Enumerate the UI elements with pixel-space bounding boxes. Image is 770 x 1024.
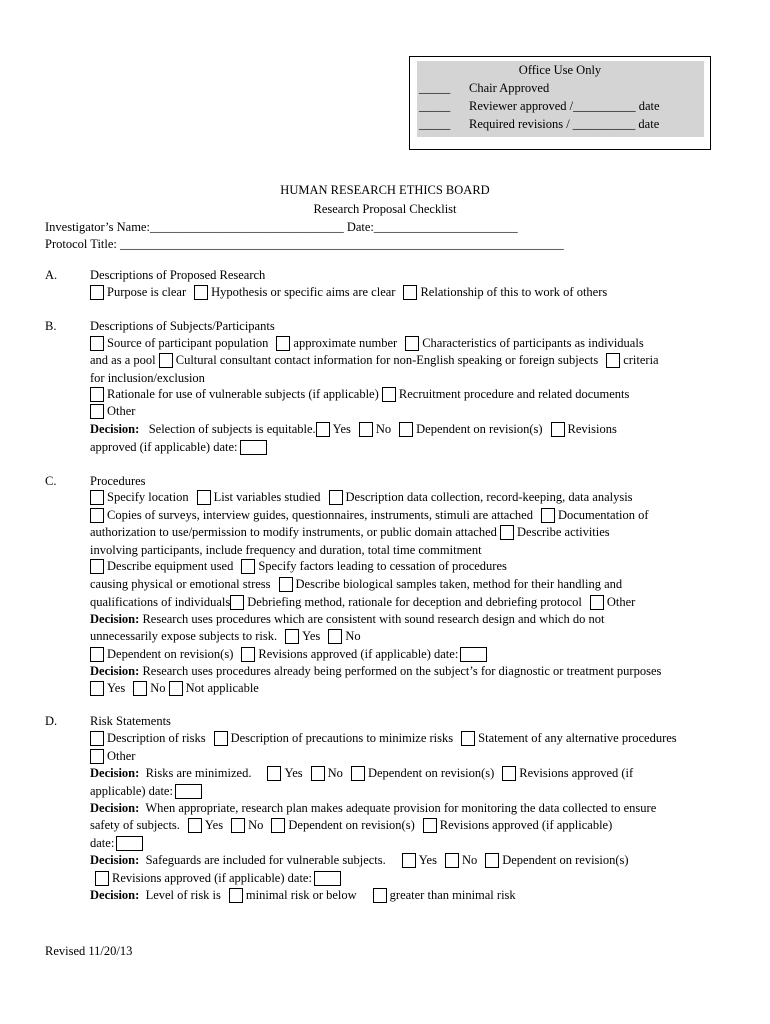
reviewer-approved: Reviewer approved /__________ date [469, 99, 660, 113]
checkbox[interactable] [90, 647, 104, 662]
checkbox[interactable] [399, 422, 413, 437]
checkbox[interactable] [231, 818, 245, 833]
pool-label: and as a pool [90, 353, 156, 367]
section-b-approved [90, 440, 267, 455]
date-input[interactable] [116, 836, 143, 851]
involving-label: involving participants, include frequency and duration, total time commitment [90, 543, 482, 557]
risks-label: Description of risks [107, 731, 206, 745]
activities-label: Describe activities [517, 525, 610, 539]
checkbox[interactable] [311, 766, 325, 781]
dependent-label: Dependent on revision(s) [416, 422, 543, 436]
checkbox[interactable] [197, 490, 211, 505]
date-label: date: [90, 836, 115, 850]
checkbox[interactable] [485, 853, 499, 868]
checkbox[interactable] [90, 749, 104, 764]
yes-label: Yes [332, 422, 351, 436]
yes-label: Yes [107, 681, 126, 695]
office-chair-line [419, 81, 550, 96]
variables-label: List variables studied [213, 490, 321, 504]
page-subtitle: Research Proposal Checklist [313, 202, 457, 216]
checkbox[interactable] [90, 336, 104, 351]
applicable-date-label: applicable) date: [90, 784, 173, 798]
no-label: No [461, 853, 478, 867]
office-revisions-line [419, 117, 660, 132]
yes-label: Yes [418, 853, 437, 867]
datacollection-label: Description data collection, record-keeping, data analysis [345, 490, 633, 504]
causing-label: causing physical or emotional stress [90, 577, 271, 591]
level-label: Level of risk is [145, 888, 221, 902]
alternative-label: Statement of any alternative procedures [478, 731, 677, 745]
checkbox[interactable] [188, 818, 202, 833]
monitoring-label: When appropriate, research plan makes adequate provision for monitoring the data collected to ensure [145, 801, 657, 815]
unnecessarily-label: unnecessarily expose subjects to risk. [90, 629, 278, 643]
section-c-decision1-row3 [90, 647, 487, 662]
minimal-label: minimal risk or below [245, 888, 357, 902]
section-d-letter: D. [45, 714, 58, 728]
no-label: No [248, 818, 264, 832]
section-c-decision2-row2 [90, 681, 259, 696]
equipment-label: Describe equipment used [107, 559, 234, 573]
minimized-label: Risks are minimized. [145, 766, 252, 780]
decision-label: Decision: [90, 612, 140, 626]
checkbox[interactable] [267, 766, 281, 781]
precautions-label: Description of precautions to minimize risks [230, 731, 454, 745]
date-input[interactable] [460, 647, 487, 662]
revised-date: Revised 11/20/13 [45, 944, 133, 958]
source-label: Source of participant population [107, 336, 269, 350]
decision-text: Selection of subjects is equitable. [148, 422, 316, 436]
characteristics-label: Characteristics of participants as individuals [422, 336, 644, 350]
section-d-decision3-row2 [95, 871, 341, 886]
checkbox[interactable] [445, 853, 459, 868]
date-input[interactable] [240, 440, 267, 455]
factors-label: Specify factors leading to cessation of procedures [258, 559, 507, 573]
safeguards-label: Safeguards are included for vulnerable subjects. [145, 853, 386, 867]
purpose-label: Purpose is clear [107, 285, 187, 299]
checkbox[interactable] [461, 731, 475, 746]
checkbox[interactable] [500, 525, 514, 540]
section-d-row2 [90, 749, 135, 764]
other-label: Other [107, 749, 136, 763]
checkbox[interactable] [90, 559, 104, 574]
checkbox[interactable] [285, 629, 299, 644]
checkbox[interactable] [271, 818, 285, 833]
checkbox[interactable] [329, 490, 343, 505]
investigator-field[interactable]: Investigator’s Name:_______________________________ Date:_______________________ [45, 220, 518, 234]
checkbox[interactable] [359, 422, 373, 437]
approx-label: approximate number [293, 336, 398, 350]
checkbox[interactable] [90, 681, 104, 696]
checkbox[interactable] [90, 387, 104, 402]
checkbox[interactable] [90, 285, 104, 300]
checkbox[interactable] [373, 888, 387, 903]
date-input[interactable] [314, 871, 341, 886]
checkbox[interactable] [405, 336, 419, 351]
checkbox[interactable] [90, 731, 104, 746]
yes-label: Yes [302, 629, 321, 643]
approved-date-label: approved (if applicable) date: [90, 440, 238, 454]
other-label: Other [606, 595, 636, 609]
checkbox[interactable] [133, 681, 147, 696]
office-reviewer-line [419, 99, 660, 114]
section-a-letter: A. [45, 268, 58, 282]
section-c-decision1-row2 [90, 629, 361, 644]
section-c-row7 [90, 595, 635, 610]
protocol-title-field[interactable]: Protocol Title: _______________________________________________________________________ [45, 237, 564, 251]
checkbox[interactable] [402, 853, 416, 868]
section-d-decision2 [90, 801, 656, 816]
dependent-label: Dependent on revision(s) [288, 818, 415, 832]
checkbox[interactable] [328, 629, 342, 644]
date-input[interactable] [175, 784, 202, 799]
dependent-label: Dependent on revision(s) [107, 647, 234, 661]
checkbox[interactable] [230, 595, 244, 610]
yes-label: Yes [204, 818, 224, 832]
not-applicable-label: Not applicable [185, 681, 259, 695]
section-a-heading: Descriptions of Proposed Research [90, 268, 266, 282]
revapproved-label: Revisions approved (if applicable) [439, 818, 613, 832]
blank-line: _____ [419, 117, 451, 131]
section-b-heading: Descriptions of Subjects/Participants [90, 319, 275, 333]
biological-label: Describe biological samples taken, method for their handling and [295, 577, 623, 591]
documentation-label: Documentation of [557, 508, 649, 522]
greater-label: greater than minimal risk [389, 888, 516, 902]
checkbox[interactable] [279, 577, 293, 592]
relationship-label: Relationship of this to work of others [420, 285, 608, 299]
checkbox[interactable] [423, 818, 437, 833]
other-label: Other [107, 404, 136, 418]
section-b-row2 [90, 353, 659, 368]
blank-line: _____ [419, 81, 451, 95]
section-d-decision1-row2 [90, 784, 202, 799]
section-d-heading: Risk Statements [90, 714, 171, 728]
checkbox[interactable] [351, 766, 365, 781]
checkbox[interactable] [90, 508, 104, 523]
section-c-row6 [90, 577, 622, 592]
location-label: Specify location [107, 490, 189, 504]
hypothesis-label: Hypothesis or specific aims are clear [211, 285, 396, 299]
checkbox[interactable] [382, 387, 396, 402]
blank-line: _____ [419, 99, 451, 113]
checkbox[interactable] [241, 559, 255, 574]
section-c-row5 [90, 559, 507, 574]
decision-label: Decision: [90, 853, 140, 867]
revapproved-label: Revisions approved (if applicable) date: [258, 647, 459, 661]
section-b-letter: B. [45, 319, 57, 333]
chair-approved: Chair Approved [469, 81, 550, 95]
checkbox[interactable] [90, 490, 104, 505]
checkbox[interactable] [590, 595, 604, 610]
section-d-row1 [90, 731, 677, 746]
authorization-label: authorization to use/permission to modify instruments, or public domain attached [90, 525, 497, 539]
checkbox[interactable] [276, 336, 290, 351]
decision-label: Decision: [90, 422, 140, 436]
decision-text: Research uses procedures already being performed on the subject’s for diagnostic or treatment purposes [142, 664, 662, 678]
section-b-decision [90, 422, 617, 437]
no-label: No [327, 766, 343, 780]
criteria-label: criteria [623, 353, 659, 367]
debriefing-label: Debriefing method, rationale for deception and debriefing protocol [247, 595, 582, 609]
revapproved-label: Revisions approved (if [519, 766, 634, 780]
checkbox[interactable] [316, 422, 330, 437]
recruitment-label: Recruitment procedure and related documents [398, 387, 630, 401]
checkbox[interactable] [90, 404, 104, 419]
section-d-decision1 [90, 766, 633, 781]
revisions-label: Revisions [567, 422, 617, 436]
section-a-row1 [90, 285, 607, 300]
decision-label: Decision: [90, 664, 140, 678]
decision-label: Decision: [90, 888, 140, 902]
checkbox[interactable] [194, 285, 208, 300]
checkbox[interactable] [214, 731, 228, 746]
no-label: No [345, 629, 361, 643]
section-c-row3 [90, 525, 610, 540]
section-c-decision1 [90, 612, 604, 627]
checkbox[interactable] [95, 871, 109, 886]
office-title: Office Use Only [518, 63, 602, 77]
required-revisions: Required revisions / __________ date [469, 117, 660, 131]
rationale-label: Rationale for use of vulnerable subjects (if applicable) [107, 387, 379, 401]
checkbox[interactable] [241, 647, 255, 662]
checkbox[interactable] [606, 353, 620, 368]
checkbox[interactable] [229, 888, 243, 903]
cultural-label: Cultural consultant contact information for non-English speaking or foreign subjects [175, 353, 599, 367]
section-c-row1 [90, 490, 633, 505]
page-title: HUMAN RESEARCH ETHICS BOARD [280, 183, 490, 197]
decision-label: Decision: [90, 801, 140, 815]
copies-label: Copies of surveys, interview guides, questionnaires, instruments, stimuli are attached [107, 508, 533, 522]
dependent-label: Dependent on revision(s) [367, 766, 495, 780]
section-d-decision3 [90, 853, 629, 868]
decision-label: Decision: [90, 766, 140, 780]
section-b-row4 [90, 387, 629, 402]
section-d-decision2-row2 [90, 818, 612, 833]
checkbox[interactable] [551, 422, 565, 437]
revapproved-date-label: Revisions approved (if applicable) date: [112, 871, 312, 885]
checkbox[interactable] [502, 766, 516, 781]
section-b-row1 [90, 336, 644, 351]
checkbox[interactable] [541, 508, 555, 523]
checkbox[interactable] [159, 353, 173, 368]
section-b-row5 [90, 404, 135, 419]
yes-label: Yes [284, 766, 303, 780]
section-d-decision2-row3 [90, 836, 143, 851]
section-c-row2 [90, 508, 649, 523]
dependent-label: Dependent on revision(s) [502, 853, 629, 867]
section-c-decision2 [90, 664, 661, 679]
safety-label: safety of subjects. [90, 818, 180, 832]
section-c-heading: Procedures [90, 474, 146, 488]
section-d-decision4 [90, 888, 516, 903]
section-c-letter: C. [45, 474, 57, 488]
inclusion-label: for inclusion/exclusion [90, 371, 205, 385]
office-use-box [409, 56, 711, 150]
checkbox[interactable] [169, 681, 183, 696]
no-label: No [150, 681, 166, 695]
checkbox[interactable] [403, 285, 417, 300]
qualifications-label: qualifications of individuals [90, 595, 231, 609]
decision-text: Research uses procedures which are consistent with sound research design and which do not [142, 612, 605, 626]
no-label: No [375, 422, 392, 436]
